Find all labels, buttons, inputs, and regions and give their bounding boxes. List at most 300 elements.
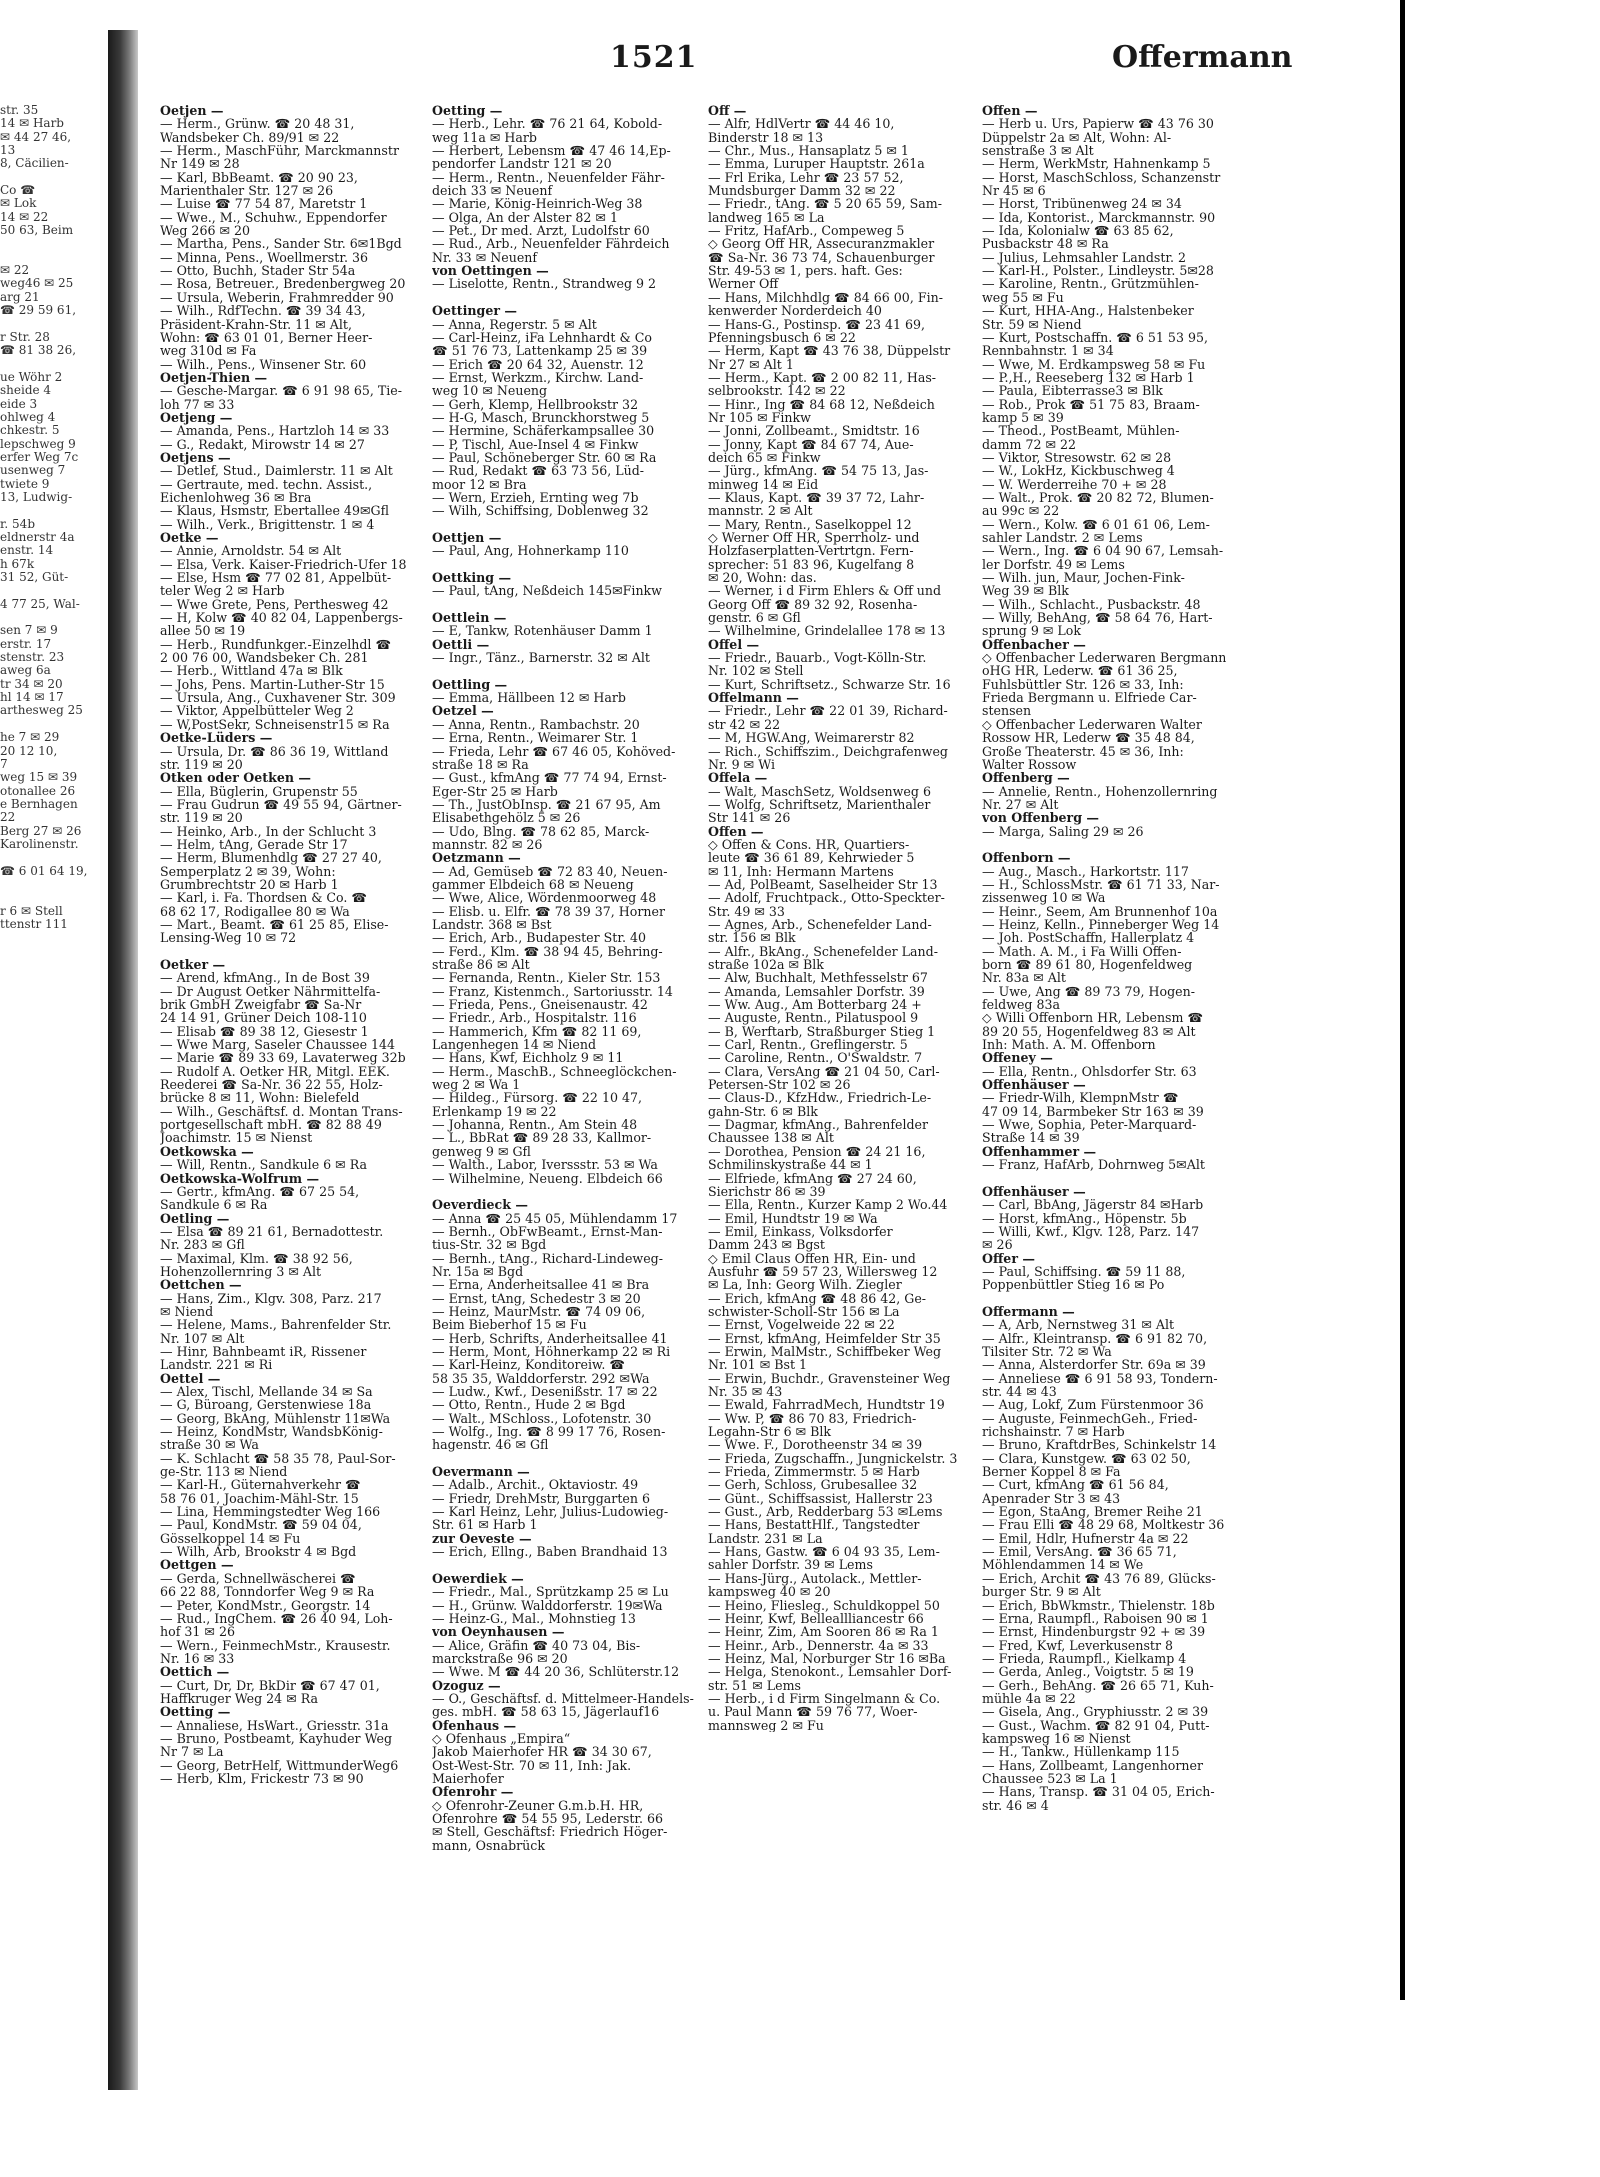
directory-line: — M, HGW.Ang, Weimarerstr 82: [708, 730, 915, 746]
directory-line: str. 156 ✉ Blk: [708, 930, 796, 946]
directory-line: — Mary, Rentn., Saselkoppel 12: [708, 516, 912, 532]
directory-line: Oetzmann —: [432, 850, 521, 866]
directory-line: Rennbahnstr. 1 ✉ 34: [982, 343, 1114, 359]
directory-line: — Erich, kfmAng ☎ 48 86 42, Ge-: [708, 1290, 927, 1306]
directory-line: — Herm, Kapt ☎ 43 76 38, Düppelstr: [708, 343, 951, 359]
directory-line: Oetjeng —: [160, 409, 233, 425]
directory-line: ✉ 11, Inh: Hermann Martens: [708, 863, 894, 879]
directory-line: — Heinr., Seem, Am Brunnenhof 10a: [982, 903, 1218, 919]
directory-line: otonallee 26: [0, 783, 76, 798]
directory-line: 8, Cäcilien-: [0, 156, 69, 171]
directory-line: Offeney —: [982, 1050, 1053, 1066]
directory-line: — Marie ☎ 89 33 69, Lavaterweg 32b: [160, 1050, 406, 1066]
directory-line: — Gertraute, med. techn. Assist.,: [160, 476, 373, 492]
directory-line: Werner Off: [708, 276, 779, 292]
directory-line: — Hans-G., Postinsp. ☎ 23 41 69,: [708, 316, 926, 332]
directory-line: Haffkruger Weg 24 ✉ Ra: [160, 1690, 319, 1706]
directory-line: Petersen-Str 102 ✉ 26: [708, 1077, 851, 1093]
directory-line: — Heinr, Zim, Am Sooren 86 ✉ Ra 1: [708, 1624, 939, 1640]
directory-line: — Hans, Kwf, Eichholz 9 ✉ 11: [432, 1050, 624, 1066]
directory-line: — Horst, Tribünenweg 24 ✉ 34: [982, 196, 1182, 212]
directory-line: 13: [0, 143, 16, 158]
directory-line: lepschweg 9: [0, 436, 76, 451]
directory-line: — Walt., Prok. ☎ 20 82 72, Blumen-: [982, 489, 1214, 505]
directory-line: weg 310d ✉ Fa: [160, 343, 257, 359]
directory-line: — W. Werderreihe 70 + ✉ 28: [982, 476, 1167, 492]
directory-line: 47 09 14, Barmbeker Str 163 ✉ 39: [982, 1103, 1204, 1119]
directory-line: — Elsa ☎ 89 21 61, Bernadottestr.: [160, 1223, 384, 1239]
directory-line: kamp 5 ✉ 39: [982, 409, 1064, 425]
directory-line: — Wilh, Schiffsing, Doblenweg 32: [432, 503, 649, 519]
directory-line: — Wilh., Verk., Brigittenstr. 1 ✉ 4: [160, 516, 375, 532]
directory-line: — Clara, VersAng ☎ 21 04 50, Carl-: [708, 1063, 940, 1079]
directory-line: Oetke —: [160, 530, 219, 545]
directory-line: Offen —: [708, 823, 764, 839]
directory-line: [0, 891, 120, 904]
directory-line: Nr 7 ✉ La: [160, 1744, 224, 1760]
directory-line: landweg 165 ✉ La: [708, 209, 825, 225]
directory-line: Offenhammer —: [982, 1143, 1097, 1159]
directory-line: — Karl Heinz, Lehr, Julius-Ludowieg-: [432, 1504, 669, 1520]
directory-line: — Clara, Kunstgew. ☎ 63 02 50,: [982, 1450, 1191, 1466]
directory-line: — Alice, Gräfin ☎ 40 73 04, Bis-: [432, 1637, 641, 1653]
directory-line: — Paul, Ang, Hohnerkamp 110: [432, 543, 629, 559]
directory-line: erstr. 17: [0, 636, 52, 651]
directory-line: Offer —: [982, 1250, 1035, 1266]
directory-line: — Liselotte, Rentn., Strandweg 9 2: [432, 276, 657, 292]
directory-line: Off —: [708, 104, 747, 118]
directory-line: — Gesche-Margar. ☎ 6 91 98 65, Tie-: [160, 383, 403, 399]
directory-line: Offela —: [708, 770, 768, 786]
directory-line: Schmilinskystraße 44 ✉ 1: [708, 1157, 873, 1173]
directory-line: — Peter, KondMstr., Georgstr. 14: [160, 1597, 371, 1613]
directory-line: Str. 61 ✉ Harb 1: [432, 1517, 538, 1533]
directory-line: — Helga, Stenokont., Lemsahler Dorf-: [708, 1664, 952, 1680]
directory-line: — Emma, Luruper Hauptstr. 261a: [708, 156, 925, 172]
directory-line: — Karoline, Rentn., Grützmühlen-: [982, 276, 1199, 292]
directory-line: twiete 9: [0, 476, 50, 491]
directory-line: — Caroline, Rentn., O'Swaldstr. 7: [708, 1050, 923, 1066]
directory-line: Georg Off ☎ 89 32 92, Rosenha-: [708, 596, 918, 612]
directory-line: Sandkule 6 ✉ Ra: [160, 1197, 268, 1213]
directory-line: — Ernst, tAng, Schedestr 3 ✉ 20: [432, 1290, 641, 1306]
directory-line: gammer Elbdeich 68 ✉ Neueng: [432, 876, 634, 892]
directory-line: Nr. 107 ✉ Alt: [160, 1330, 245, 1346]
directory-line: straße 86 ✉ Alt: [432, 957, 530, 972]
directory-line: sprecher: 51 83 96, Kugelfang 8: [708, 556, 915, 572]
directory-line: Nr 105 ✉ Finkw: [708, 409, 811, 425]
directory-line: Eichenlohweg 36 ✉ Bra: [160, 489, 312, 505]
directory-line: Oevermann —: [432, 1464, 530, 1480]
directory-line: 2 00 76 00, Wandsbeker Ch. 281: [160, 650, 369, 666]
directory-line: ✉ 22: [0, 263, 30, 278]
directory-line: — Anna, Alsterdorfer Str. 69a ✉ 39: [982, 1357, 1206, 1373]
directory-line: — Paul, Schöneberger Str. 60 ✉ Ra: [432, 449, 657, 465]
directory-line: Landstr. 368 ✉ Bst: [432, 916, 552, 932]
directory-line: — K. Schlacht ☎ 58 35 78, Paul-Sor-: [160, 1450, 396, 1466]
directory-line: Offelmann —: [708, 690, 799, 706]
directory-line: u. Paul Mann ☎ 59 76 77, Woer-: [708, 1704, 918, 1720]
directory-line: — Uwe, Ang ☎ 89 73 79, Hogen-: [982, 983, 1195, 999]
directory-line: — Franz, Kistenmch., Sartoriusstr. 14: [432, 983, 673, 999]
directory-line: Straße 14 ✉ 39: [982, 1130, 1080, 1146]
directory-line: — H., SchlossMstr. ☎ 61 71 33, Nar-: [982, 876, 1220, 892]
directory-line: zur Oeveste —: [432, 1530, 532, 1546]
directory-line: Ost-West-Str. 70 ✉ 11, Inh: Jak.: [432, 1757, 632, 1773]
directory-line: — Willi, Kwf., Klgv. 128, Parz. 147: [982, 1223, 1200, 1239]
directory-line: hl 14 ✉ 17: [0, 690, 64, 705]
directory-line: — Carl-Heinz, iFa Lehnhardt & Co: [432, 329, 652, 345]
directory-line: arthesweg 25: [0, 703, 83, 718]
directory-line: mannstr. 2 ✉ Alt: [708, 503, 813, 519]
directory-line: — Georg, BkAng, Mühlenstr 11✉Wa: [160, 1410, 391, 1426]
directory-line: ☎ 51 76 73, Lattenkamp 25 ✉ 39: [432, 343, 648, 359]
directory-line: — Herm., Grünw. ☎ 20 48 31,: [160, 116, 355, 132]
directory-line: ☎ Sa-Nr. 36 73 74, Schauenburger: [708, 249, 935, 265]
directory-line: ✉ 44 27 46,: [0, 129, 72, 144]
directory-line: str. 46 ✉ 4: [982, 1797, 1049, 1812]
directory-line: ◇ Ofenhaus „Empira“: [432, 1730, 571, 1746]
directory-line: born ☎ 89 61 80, Hogenfeldweg: [982, 957, 1193, 972]
directory-line: — G, Büroang, Gerstenwiese 18a: [160, 1397, 372, 1413]
directory-line: — Karl-H., Polster., Lindleystr. 5✉28: [982, 263, 1214, 279]
directory-line: — Johs, Pens. Martin-Luther-Str 15: [160, 676, 385, 692]
directory-line: — Wolfg, Schriftsetz, Marienthaler: [708, 796, 931, 812]
directory-line: Oetkowska —: [160, 1143, 254, 1159]
directory-line: Beim Bieberhof 15 ✉ Fu: [432, 1317, 587, 1333]
directory-line: — Kurt, HHA-Ang., Halstenbeker: [982, 303, 1194, 319]
directory-line: Offenberg —: [982, 770, 1070, 786]
directory-line: marckstraße 96 ✉ 20: [432, 1650, 568, 1666]
directory-line: Str 141 ✉ 26: [708, 810, 791, 826]
directory-line: — Emil, Einkass, Volksdorfer: [708, 1223, 893, 1239]
directory-line: — Annie, Arnoldstr. 54 ✉ Alt: [160, 543, 342, 559]
directory-line: — Frieda, Raumpfl., Kielkamp 4: [982, 1650, 1187, 1666]
directory-line: — Herm., MaschB., Schneeglöckchen-: [432, 1063, 677, 1079]
directory-line: — Herm., Kapt. ☎ 2 00 82 11, Has-: [708, 369, 937, 385]
directory-line: [0, 584, 120, 597]
directory-line: — Herm, WerkMstr, Hahnenkamp 5: [982, 156, 1211, 172]
directory-line: — P, Tischl, Aue-Insel 4 ✉ Finkw: [432, 436, 639, 452]
directory-line: — Arend, kfmAng., In de Bost 39: [160, 970, 370, 986]
directory-line: ue Wöhr 2: [0, 369, 63, 384]
directory-line: sahler Landstr. 2 ✉ Lems: [982, 530, 1143, 545]
directory-line: — Chr., Mus., Hansaplatz 5 ✉ 1: [708, 143, 909, 159]
directory-line: — Horst, kfmAng., Höpenstr. 5b: [982, 1210, 1187, 1226]
directory-line: Tilsiter Str. 72 ✉ Wa: [982, 1343, 1112, 1359]
directory-line: — Günt., Schiffsassist, Hallerstr 23: [708, 1490, 933, 1506]
directory-line: — Gust., Arb, Redderbarg 53 ✉Lems: [708, 1504, 943, 1520]
directory-line: eide 3: [0, 396, 38, 411]
directory-line: — Auguste, FeinmechGeh., Fried-: [982, 1410, 1198, 1426]
directory-line: — Werner, i d Firm Ehlers & Off und: [708, 583, 942, 599]
directory-line: — Kurt, Schriftsetz., Schwarze Str. 16: [708, 676, 951, 692]
directory-line: — Erich, Arb., Budapester Str. 40: [432, 930, 647, 946]
directory-line: [0, 358, 120, 371]
directory-line: — Bernh., tAng., Richard-Lindeweg-: [432, 1250, 663, 1266]
directory-line: Erlenkamp 19 ✉ 22: [432, 1103, 557, 1119]
directory-line: — Heino, Fliesleg., Schuldkoppel 50: [708, 1597, 940, 1613]
directory-line: — Wwe., M., Schuhw., Eppendorfer: [160, 209, 387, 225]
directory-line: portgesellschaft mbH. ☎ 82 88 49: [160, 1117, 382, 1133]
directory-line: straße 30 ✉ Wa: [160, 1437, 259, 1453]
directory-line: weg 2 ✉ Wa 1: [432, 1077, 521, 1093]
directory-line: — Frieda, Pens., Gneisenaustr. 42: [432, 997, 648, 1013]
directory-line: — Ernst, Vogelweide 22 ✉ 22: [708, 1317, 895, 1333]
directory-line: — Gertr., kfmAng. ☎ 67 25 54,: [160, 1183, 360, 1199]
directory-line: [432, 518, 702, 531]
directory-line: ✉ 20, Wohn: das.: [708, 570, 817, 586]
directory-line: Eger-Str 25 ✉ Harb: [432, 783, 558, 799]
directory-line: — Ursula, Ang., Cuxhavener Str. 309: [160, 690, 396, 706]
directory-line: Oettinger —: [432, 303, 517, 319]
directory-line: 22: [0, 810, 16, 825]
directory-line: — Elfriede, kfmAng ☎ 27 24 60,: [708, 1170, 917, 1186]
running-head: Offermann: [1112, 40, 1293, 75]
directory-line: — E, Tankw, Rotenhäuser Damm 1: [432, 623, 653, 639]
directory-line: — Helm, tAng, Gerade Str 17: [160, 836, 348, 852]
directory-line: erfer Weg 7c: [0, 449, 79, 464]
directory-line: ◇ Offen & Cons. HR, Quartiers-: [708, 836, 910, 852]
directory-line: Chaussee 138 ✉ Alt: [708, 1130, 834, 1146]
directory-line: genstr. 6 ✉ Gfl: [708, 610, 801, 626]
directory-line: Oetjen —: [160, 104, 224, 118]
directory-line: — Karl-Heinz, Konditoreiw. ☎: [432, 1357, 626, 1373]
directory-line: [432, 664, 702, 677]
directory-line: 50 63, Beim: [0, 223, 74, 238]
directory-line: ☎ 29 59 61,: [0, 303, 77, 318]
directory-line: — Carl, BbAng, Jägerstr 84 ✉Harb: [982, 1197, 1204, 1213]
directory-line: Oetker —: [160, 957, 226, 972]
directory-line: von Oettingen —: [432, 263, 549, 279]
directory-line: ◇ Emil Claus Offen HR, Ein- und: [708, 1250, 916, 1266]
directory-line: minweg 14 ✉ Eid: [708, 476, 819, 492]
directory-line: — Erna, Rentn., Weimarer Str. 1: [432, 730, 639, 746]
directory-line: Oetjens —: [160, 449, 231, 465]
directory-line: — Otto, Buchh, Stader Str 54a: [160, 263, 356, 279]
directory-line: Oettjen —: [432, 530, 502, 545]
directory-line: Wandsbeker Ch. 89/91 ✉ 22: [160, 129, 340, 145]
directory-line: — Wilh, Arb, Brookstr 4 ✉ Bgd: [160, 1544, 357, 1560]
directory-line: ☎ 81 38 26,: [0, 343, 77, 358]
directory-line: — Hildeg., Fürsorg. ☎ 22 10 47,: [432, 1090, 642, 1106]
directory-line: 7: [0, 756, 8, 771]
directory-line: — Heinz, MaurMstr. ☎ 74 09 06,: [432, 1303, 646, 1319]
directory-line: weg 11a ✉ Harb: [432, 129, 537, 145]
directory-line: Otken oder Oetken —: [160, 770, 311, 786]
directory-line: r 6 ✉ Stell: [0, 903, 63, 918]
directory-line: sheide 4: [0, 383, 52, 398]
directory-line: Landstr. 221 ✉ Ri: [160, 1357, 273, 1373]
directory-line: — Jonny, Kapt ☎ 84 67 74, Aue-: [708, 436, 914, 452]
directory-line: straße 102a ✉ Blk: [708, 957, 824, 972]
directory-line: Nr. 16 ✉ 33: [160, 1650, 235, 1666]
directory-line: sen 7 ✉ 9: [0, 623, 58, 638]
directory-line: — P.,H., Reeseberg 132 ✉ Harb 1: [982, 369, 1195, 385]
directory-line: richshainstr. 7 ✉ Harb: [982, 1424, 1125, 1440]
directory-line: — Paul, tAng, Neßdeich 145✉Finkw: [432, 583, 662, 599]
directory-line: 14 ✉ Harb: [0, 116, 64, 131]
directory-line: stensen: [982, 703, 1032, 719]
directory-line: — Fred, Kwf, Leverkusenstr 8: [982, 1637, 1174, 1653]
directory-line: feldweg 83a: [982, 997, 1061, 1013]
directory-line: — Alfr, HdlVertr ☎ 44 46 10,: [708, 116, 895, 132]
directory-line: — Bruno, KraftdrBes, Schinkelstr 14: [982, 1437, 1217, 1453]
directory-line: — L., BbRat ☎ 89 28 33, Kallmor-: [432, 1130, 652, 1146]
directory-line: — Maximal, Klm. ☎ 38 92 56,: [160, 1250, 353, 1266]
directory-line: weg 15 ✉ 39: [0, 770, 78, 785]
directory-line: chkestr. 5: [0, 423, 60, 438]
directory-line: Nr. 15a ✉ Bgd: [432, 1263, 524, 1279]
directory-line: — Hans-Jürg., Autolack., Mettler-: [708, 1570, 922, 1586]
directory-line: — Franz, HafArb, Dohrnweg 5✉Alt: [982, 1157, 1205, 1173]
directory-line: — Will, Rentn., Sandkule 6 ✉ Ra: [160, 1157, 368, 1173]
directory-line: ◇ Offenbacher Lederwaren Walter: [982, 716, 1202, 732]
directory-line: — Hans, Transp. ☎ 31 04 05, Erich-: [982, 1784, 1215, 1800]
directory-line: — Jonni, Zollbeamt., Smidtstr. 16: [708, 423, 920, 439]
directory-line: — Emil, Hundtstr 19 ✉ Wa: [708, 1210, 878, 1226]
directory-line: — Hans, Gastw. ☎ 6 04 93 35, Lem-: [708, 1544, 940, 1560]
directory-line: brik GmbH Zweigfabr ☎ Sa-Nr: [160, 997, 362, 1013]
directory-line: usenweg 7: [0, 463, 66, 478]
directory-line: — Friedr., Lehr ☎ 22 01 39, Richard-: [708, 703, 948, 719]
directory-line: Offermann —: [982, 1303, 1075, 1319]
directory-line: Maierhofer: [432, 1770, 504, 1786]
directory-line: — Erna, Anderheitsallee 41 ✉ Bra: [432, 1277, 650, 1293]
directory-line: — Alfr., Kleintransp. ☎ 6 91 82 70,: [982, 1330, 1208, 1346]
directory-line: 24 14 91, Grüner Deich 108-110: [160, 1010, 367, 1026]
directory-line: — Erwin, MalMstr., Schiffbeker Weg: [708, 1343, 942, 1359]
directory-line: Oettking —: [432, 570, 512, 586]
directory-line: — Wilh., Schlacht., Pusbackstr. 48: [982, 596, 1201, 612]
directory-line: kenwerder Norderdeich 40: [708, 303, 882, 319]
directory-line: — W., LokHz, Kickbuschweg 4: [982, 463, 1175, 479]
directory-line: — Friedr., Mal., Sprützkamp 25 ✉ Lu: [432, 1584, 669, 1600]
directory-line: — Curt, Dr, Dr, BkDir ☎ 67 47 01,: [160, 1677, 380, 1693]
directory-line: — Hinr., Ing ☎ 84 68 12, Neßdeich: [708, 396, 935, 412]
directory-line: — Ida, Kontorist., Marckmannstr. 90: [982, 209, 1216, 225]
directory-line: — Karl, BbBeamt. ☎ 20 90 23,: [160, 169, 358, 185]
directory-line: — Klaus, Hsmstr, Ebertallee 49✉Gfl: [160, 503, 389, 519]
directory-line: sprung 9 ✉ Lok: [982, 623, 1081, 639]
directory-line: Ofenrohr —: [432, 1784, 514, 1800]
directory-line: Frieda Bergmann u. Elfriede Car-: [982, 690, 1197, 706]
directory-line: mühle 4a ✉ 22: [982, 1690, 1076, 1706]
directory-line: Oettling —: [432, 676, 508, 692]
directory-line: — Pet., Dr med. Arzt, Ludolfstr 60: [432, 223, 650, 239]
directory-line: — B, Werftarb, Straßburger Stieg 1: [708, 1023, 936, 1039]
directory-line: — Ernst, Werkzm., Kirchw. Land-: [432, 369, 644, 385]
directory-line: — Hans, Milchhdlg ☎ 84 66 00, Fin-: [708, 289, 943, 305]
directory-line: — Herb u. Urs, Papierw ☎ 43 76 30: [982, 116, 1214, 132]
directory-line: Gösselkoppel 14 ✉ Fu: [160, 1530, 301, 1546]
directory-line: — Wolfg., Ing. ☎ 8 99 17 76, Rosen-: [432, 1424, 666, 1440]
directory-line: [0, 851, 120, 864]
directory-line: aweg 6a: [0, 663, 51, 678]
directory-line: — Erwin, Buchdr., Gravensteiner Weg: [708, 1370, 951, 1386]
directory-line: — Ludw., Kwf., Desenißstr. 17 ✉ 22: [432, 1384, 658, 1399]
directory-line: ge-Str. 113 ✉ Niend: [160, 1464, 288, 1480]
directory-line: Offenborn —: [982, 850, 1071, 866]
directory-line: Oetting —: [432, 104, 503, 118]
directory-line: — Ferd., Klm. ☎ 38 94 45, Behring-: [432, 943, 663, 959]
directory-line: [0, 171, 120, 184]
directory-line: — Olga, An der Alster 82 ✉ 1: [432, 209, 618, 225]
directory-line: — Erich ☎ 20 64 32, Auenstr. 12: [432, 356, 644, 372]
directory-line: — Friedr., Arb., Hospitalstr. 116: [432, 1010, 637, 1026]
directory-line: Oetke-Lüders —: [160, 730, 273, 746]
directory-line: — Klaus, Kapt. ☎ 39 37 72, Lahr-: [708, 489, 925, 505]
directory-line: — Aug., Masch., Harkortstr. 117: [982, 863, 1189, 879]
directory-line: — Annaliese, HsWart., Griesstr. 31a: [160, 1717, 389, 1733]
directory-line: — Herm, Mont, Höhnerkamp 22 ✉ Ri: [432, 1343, 671, 1359]
directory-line: Lensing-Weg 10 ✉ 72: [160, 930, 297, 946]
directory-line: Oetjen-Thien —: [160, 369, 268, 385]
directory-line: hof 31 ✉ 26: [160, 1624, 235, 1640]
directory-line: Präsident-Krahn-Str. 11 ✉ Alt,: [160, 316, 352, 332]
directory-line: — Marie, König-Heinrich-Weg 38: [432, 196, 643, 212]
directory-line: — G., Redakt, Mirowstr 14 ✉ 27: [160, 436, 365, 452]
directory-line: ler Dorfstr. 49 ✉ Lems: [982, 556, 1125, 572]
directory-line: — Annelie, Rentn., Hohenzollernring: [982, 783, 1218, 799]
directory-line: moor 12 ✉ Bra: [432, 476, 527, 492]
directory-line: — Gerh, Klemp, Hellbrookstr 32: [432, 396, 639, 412]
directory-line: — Paul, Schiffsing. ☎ 59 11 88,: [982, 1263, 1186, 1279]
directory-line: — H., Tankw., Hüllenkamp 115: [982, 1744, 1180, 1760]
directory-line: deich 33 ✉ Neuenf: [432, 183, 553, 199]
directory-line: — Luise ☎ 77 54 87, Maretstr 1: [160, 196, 368, 212]
directory-line: he 7 ✉ 29: [0, 730, 60, 745]
directory-line: ✉ Stell, Geschäftsf: Friedrich Höger-: [432, 1824, 668, 1840]
directory-line: Weg 266 ✉ 20: [160, 223, 251, 239]
page-number: 1521: [610, 40, 698, 75]
directory-line: straße 18 ✉ Ra: [432, 756, 529, 772]
directory-line: Rossow HR, Lederw ☎ 35 48 84,: [982, 730, 1195, 746]
directory-line: brücke 8 ✉ 11, Wohn: Bielefeld: [160, 1090, 360, 1106]
directory-line: teler Weg 2 ✉ Harb: [160, 583, 285, 599]
directory-line: — Ida, Kolonialw ☎ 63 85 62,: [982, 223, 1174, 239]
directory-line: weg46 ✉ 25: [0, 276, 74, 291]
directory-line: — Friedr-Wilh, KlempnMstr ☎: [982, 1090, 1179, 1106]
directory-line: Berg 27 ✉ 26: [0, 823, 82, 838]
directory-line: — Elsa, Verk. Kaiser-Friedrich-Ufer 18: [160, 556, 407, 572]
directory-line: — Egon, StaAng, Bremer Reihe 21: [982, 1504, 1203, 1520]
directory-line: deich 65 ✉ Finkw: [708, 449, 821, 465]
directory-line: — Jürg., kfmAng. ☎ 54 75 13, Jas-: [708, 463, 929, 479]
directory-line: — Heinz, KondMstr, WandsbKönig-: [160, 1424, 383, 1440]
directory-line: — Math. A. M., i Fa Willi Offen-: [982, 943, 1182, 959]
directory-line: — Wern., Ing. ☎ 6 04 90 67, Lemsah-: [982, 543, 1224, 559]
directory-line: — Ww. Aug., Am Botterbarg 24 +: [708, 997, 922, 1013]
directory-line: enstr. 14: [0, 543, 54, 558]
directory-line: 58 35 35, Walddorferstr. 292 ✉Wa: [432, 1370, 650, 1386]
directory-line: Str. 49 ✉ 33: [708, 903, 785, 919]
directory-line: Semperplatz 2 ✉ 39, Wohn:: [160, 863, 336, 879]
directory-line: — Hammerich, Kfm ☎ 82 11 69,: [432, 1023, 642, 1039]
directory-line: — Emil, VersAng. ☎ 36 65 71,: [982, 1544, 1177, 1560]
directory-line: — Fernanda, Rentn., Kieler Str. 153: [432, 970, 661, 986]
directory-line: — Theod., PostBeamt, Mühlen-: [982, 423, 1180, 439]
directory-line: — Frieda, Lehr ☎ 67 46 05, Kohöved-: [432, 743, 676, 759]
directory-line: 68 62 17, Rodigallee 80 ✉ Wa: [160, 903, 350, 919]
directory-line: — Wern, Erzieh, Ernting weg 7b: [432, 489, 639, 505]
directory-line: — Walt., MSchloss., Lofotenstr. 30: [432, 1410, 652, 1426]
directory-line: — Auguste, Rentn., Pilatuspool 9: [708, 1010, 919, 1026]
directory-line: Fuhlsbüttler Str. 126 ✉ 33, Inh:: [982, 676, 1184, 692]
directory-line: burger Str. 9 ✉ Alt: [982, 1584, 1101, 1600]
directory-line: kampsweg 16 ✉ Nienst: [982, 1730, 1131, 1746]
directory-line: — Rob., Prok ☎ 51 75 83, Braam-: [982, 396, 1200, 412]
